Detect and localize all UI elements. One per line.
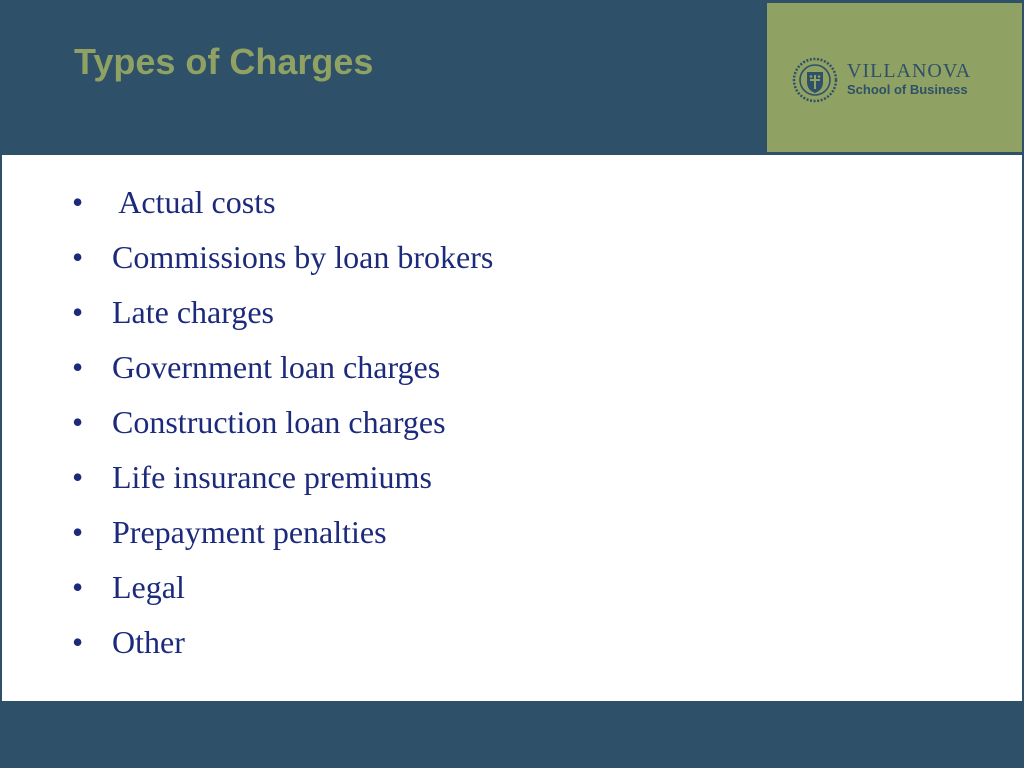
bullet-list [2,179,1002,674]
bullet-marker: • [72,184,84,220]
bullet-text: Late charges [112,294,274,330]
bullet-marker: • [72,459,84,495]
villanova-seal-icon [792,57,838,103]
bullet-text: Prepayment penalties [112,514,387,550]
slide-header [0,0,1024,154]
bullet-text: Commissions by loan brokers [112,239,494,275]
logo-wordmark [847,61,1019,97]
bullet-text: Construction loan charges [112,404,446,440]
bullet-marker: • [72,569,84,605]
bullet-marker: • [72,294,84,330]
logo-name: VILLANOVA [847,60,972,82]
logo-panel [767,3,1022,152]
bullet-text: Actual costs [112,184,276,220]
bullet-item [2,289,1002,344]
bullet-item [2,564,1002,619]
bullet-marker: • [72,514,84,550]
bullet-item [2,619,1002,674]
bullet-marker: • [72,404,84,440]
logo-subtitle: School of Business [847,82,968,97]
bullet-item [2,234,1002,289]
bullet-item [2,179,1002,234]
slide-title: Types of Charges [74,41,374,82]
bullet-item [2,509,1002,564]
bullet-text: Government loan charges [112,349,441,385]
bullet-text: Life insurance premiums [112,459,432,495]
bullet-item [2,344,1002,399]
bullet-item [2,399,1002,454]
bullet-marker: • [72,239,84,275]
bullet-item [2,454,1002,509]
bullet-marker: • [72,624,84,660]
bullet-marker: • [72,349,84,385]
bullet-text: Legal [112,569,185,605]
slide-content [2,155,1022,701]
bullet-text: Other [112,624,185,660]
